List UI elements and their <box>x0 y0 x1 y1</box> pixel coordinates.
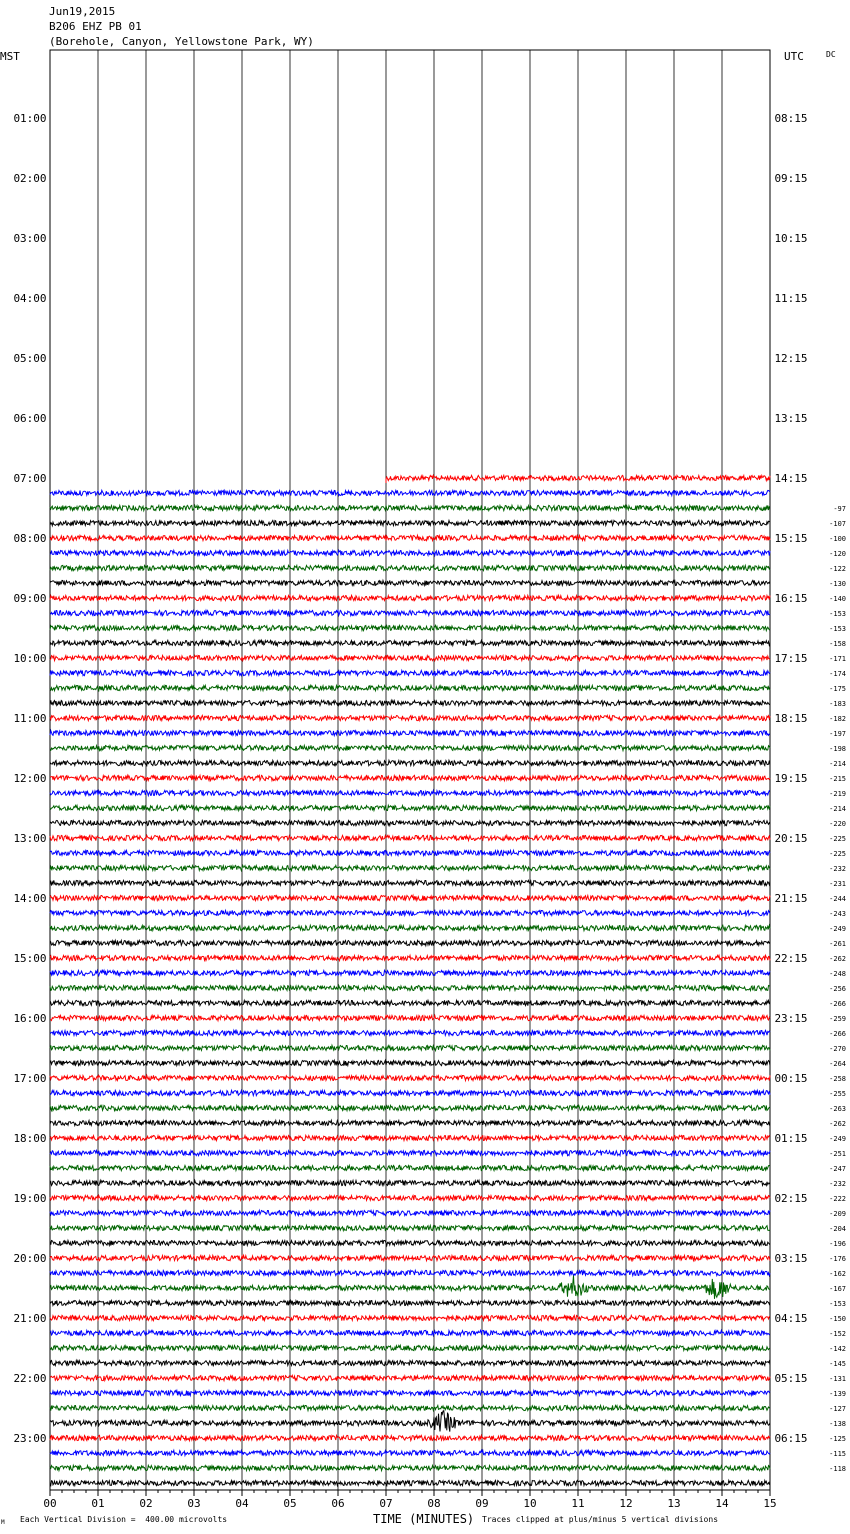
dc-offset-label: -120 <box>829 550 846 558</box>
utc-hour-label: 02:15 <box>774 1192 808 1205</box>
dc-offset-label: -249 <box>829 925 846 933</box>
dc-offset-label: -176 <box>829 1255 846 1263</box>
dc-offset-label: -270 <box>829 1045 846 1053</box>
trace-row-36 <box>50 595 770 600</box>
trace-row-75 <box>50 1180 770 1185</box>
trace-row-32 <box>50 535 770 540</box>
trace-row-71 <box>50 1120 770 1125</box>
utc-hour-label: 04:15 <box>774 1312 808 1325</box>
dc-offset-label: -153 <box>829 610 846 618</box>
x-tick-label: 07 <box>379 1497 393 1510</box>
trace-row-51 <box>50 820 770 825</box>
trace-row-60 <box>50 955 770 960</box>
mst-hour-label: 01:00 <box>13 112 47 125</box>
x-tick-label: 14 <box>715 1497 729 1510</box>
trace-row-74 <box>50 1165 770 1170</box>
trace-row-82 <box>50 1276 770 1299</box>
utc-hour-label: 10:15 <box>774 232 808 245</box>
dc-offset-label: -215 <box>829 775 846 783</box>
trace-row-61 <box>50 970 770 975</box>
utc-axis-label: UTC <box>784 50 804 63</box>
dc-offset-label: -219 <box>829 790 846 798</box>
dc-offset-label: -150 <box>829 1315 846 1323</box>
dc-offset-label: -100 <box>829 535 846 543</box>
trace-row-89 <box>50 1390 770 1395</box>
trace-row-65 <box>50 1030 770 1035</box>
trace-row-41 <box>50 670 770 675</box>
dc-offset-label: -139 <box>829 1390 846 1398</box>
location-label: (Borehole, Canyon, Yellowstone Park, WY) <box>49 35 314 48</box>
dc-offset-label: -266 <box>829 1030 846 1038</box>
mst-hour-label: 06:00 <box>13 412 47 425</box>
mst-hour-label: 11:00 <box>13 712 47 725</box>
trace-row-31 <box>50 520 770 525</box>
mst-hour-label: 23:00 <box>13 1432 47 1445</box>
x-tick-label: 00 <box>43 1497 57 1510</box>
mst-hour-label: 20:00 <box>13 1252 47 1265</box>
trace-row-38 <box>50 625 770 630</box>
trace-row-48 <box>50 775 770 780</box>
trace-row-83 <box>50 1300 770 1305</box>
trace-row-68 <box>50 1075 770 1080</box>
dc-offset-label: -204 <box>829 1225 846 1233</box>
dc-offset-label: -142 <box>829 1345 846 1353</box>
dc-offset-label: -248 <box>829 970 846 978</box>
trace-row-52 <box>50 835 770 840</box>
dc-offset-label: -138 <box>829 1420 846 1428</box>
trace-row-88 <box>50 1375 770 1380</box>
utc-hour-label: 12:15 <box>774 352 808 365</box>
trace-row-54 <box>50 865 770 870</box>
dc-offset-label: -145 <box>829 1360 846 1368</box>
trace-row-76 <box>50 1195 770 1200</box>
dc-offset-label: -249 <box>829 1135 846 1143</box>
utc-hour-label: 17:15 <box>774 652 808 665</box>
utc-hour-label: 05:15 <box>774 1372 808 1385</box>
mst-hour-label: 18:00 <box>13 1132 47 1145</box>
dc-offset-label: -107 <box>829 520 846 528</box>
trace-row-55 <box>50 880 770 885</box>
utc-hour-label: 15:15 <box>774 532 808 545</box>
trace-row-72 <box>50 1135 770 1140</box>
dc-offset-label: -118 <box>829 1465 846 1473</box>
dc-offset-label: -264 <box>829 1060 846 1068</box>
dc-offset-label: -225 <box>829 835 846 843</box>
dc-offset-label: -130 <box>829 580 846 588</box>
x-tick-label: 05 <box>283 1497 297 1510</box>
mst-axis-label: MST <box>0 50 20 63</box>
mst-hour-label: 04:00 <box>13 292 47 305</box>
trace-row-45 <box>50 730 770 735</box>
utc-hour-label: 06:15 <box>774 1432 808 1445</box>
dc-offset-label: -259 <box>829 1015 846 1023</box>
trace-row-29 <box>50 490 770 495</box>
x-tick-label: 11 <box>571 1497 585 1510</box>
utc-hour-label: 01:15 <box>774 1132 808 1145</box>
utc-hour-label: 11:15 <box>774 292 808 305</box>
dc-offset-label: -174 <box>829 670 846 678</box>
dc-offset-label: -152 <box>829 1330 846 1338</box>
x-tick-label: 12 <box>619 1497 633 1510</box>
trace-row-80 <box>50 1255 770 1260</box>
trace-row-81 <box>50 1270 770 1275</box>
dc-offset-label: -266 <box>829 1000 846 1008</box>
dc-label: DC <box>826 50 836 59</box>
trace-row-34 <box>50 565 770 570</box>
dc-offset-label: -258 <box>829 1075 846 1083</box>
utc-hour-label: 18:15 <box>774 712 808 725</box>
dc-offset-label: -167 <box>829 1285 846 1293</box>
utc-hour-label: 19:15 <box>774 772 808 785</box>
mst-hour-label: 13:00 <box>13 832 47 845</box>
dc-offset-label: -232 <box>829 1180 846 1188</box>
dc-offset-label: -214 <box>829 805 846 813</box>
trace-row-87 <box>50 1360 770 1365</box>
clip-note: Traces clipped at plus/minus 5 vertical divisions <box>482 1515 719 1524</box>
trace-row-79 <box>50 1240 770 1245</box>
trace-row-93 <box>50 1450 770 1455</box>
trace-row-69 <box>50 1090 770 1095</box>
mst-hour-label: 10:00 <box>13 652 47 665</box>
dc-offset-label: -131 <box>829 1375 846 1383</box>
dc-offset-label: -209 <box>829 1210 846 1218</box>
dc-offset-label: -231 <box>829 880 846 888</box>
mst-hour-label: 22:00 <box>13 1372 47 1385</box>
trace-row-43 <box>50 700 770 705</box>
dc-offset-label: -196 <box>829 1240 846 1248</box>
mst-hour-label: 21:00 <box>13 1312 47 1325</box>
dc-offset-label: -222 <box>829 1195 846 1203</box>
mst-hour-label: 17:00 <box>13 1072 47 1085</box>
dc-offset-label: -251 <box>829 1150 846 1158</box>
dc-offset-label: -244 <box>829 895 846 903</box>
dc-offset-label: -220 <box>829 820 846 828</box>
mst-hour-label: 08:00 <box>13 532 47 545</box>
trace-row-95 <box>50 1480 770 1485</box>
dc-offset-label: -261 <box>829 940 846 948</box>
dc-offset-label: -153 <box>829 1300 846 1308</box>
dc-offset-label: -171 <box>829 655 846 663</box>
trace-row-57 <box>50 910 770 915</box>
utc-hour-label: 13:15 <box>774 412 808 425</box>
trace-row-84 <box>50 1315 770 1320</box>
dc-offset-label: -198 <box>829 745 846 753</box>
trace-row-40 <box>50 655 770 660</box>
trace-row-92 <box>50 1435 770 1440</box>
trace-row-62 <box>50 985 770 990</box>
dc-offset-label: -122 <box>829 565 846 573</box>
station-label: B206 EHZ PB 01 <box>49 20 142 33</box>
trace-row-53 <box>50 850 770 855</box>
mst-hour-label: 02:00 <box>13 172 47 185</box>
x-tick-label: 02 <box>139 1497 153 1510</box>
dc-offset-label: -153 <box>829 625 846 633</box>
trace-row-39 <box>50 640 770 645</box>
x-tick-label: 03 <box>187 1497 201 1510</box>
trace-row-47 <box>50 760 770 765</box>
dc-offset-label: -140 <box>829 595 846 603</box>
utc-hour-label: 08:15 <box>774 112 808 125</box>
trace-row-86 <box>50 1345 770 1350</box>
dc-offset-label: -243 <box>829 910 846 918</box>
trace-row-70 <box>50 1105 770 1110</box>
utc-hour-label: 09:15 <box>774 172 808 185</box>
dc-offset-label: -263 <box>829 1105 846 1113</box>
x-tick-label: 04 <box>235 1497 249 1510</box>
trace-row-49 <box>50 790 770 795</box>
mst-hour-label: 12:00 <box>13 772 47 785</box>
trace-row-63 <box>50 1000 770 1005</box>
trace-row-58 <box>50 925 770 930</box>
trace-row-46 <box>50 745 770 750</box>
x-axis-title: TIME (MINUTES) <box>373 1512 475 1526</box>
dc-offset-label: -232 <box>829 865 846 873</box>
dc-offset-label: -255 <box>829 1090 846 1098</box>
dc-offset-label: -182 <box>829 715 846 723</box>
corner-mark: M <box>1 1519 5 1526</box>
mst-hour-label: 19:00 <box>13 1192 47 1205</box>
dc-offset-label: -127 <box>829 1405 846 1413</box>
trace-row-85 <box>50 1330 770 1335</box>
mst-hour-label: 05:00 <box>13 352 47 365</box>
utc-hour-label: 00:15 <box>774 1072 808 1085</box>
mst-hour-label: 09:00 <box>13 592 47 605</box>
mst-hour-label: 14:00 <box>13 892 47 905</box>
trace-row-44 <box>50 715 770 720</box>
utc-hour-label: 22:15 <box>774 952 808 965</box>
utc-hour-label: 03:15 <box>774 1252 808 1265</box>
x-tick-label: 08 <box>427 1497 441 1510</box>
trace-row-33 <box>50 550 770 555</box>
dc-offset-label: -97 <box>833 505 846 513</box>
x-tick-label: 01 <box>91 1497 105 1510</box>
dc-offset-label: -115 <box>829 1450 846 1458</box>
dc-offset-label: -225 <box>829 850 846 858</box>
trace-row-35 <box>50 580 770 585</box>
x-tick-label: 09 <box>475 1497 489 1510</box>
dc-offset-label: -158 <box>829 640 846 648</box>
mst-hour-label: 16:00 <box>13 1012 47 1025</box>
trace-row-78 <box>50 1225 770 1230</box>
dc-offset-label: -214 <box>829 760 846 768</box>
mst-hour-label: 03:00 <box>13 232 47 245</box>
dc-offset-label: -162 <box>829 1270 846 1278</box>
utc-hour-label: 16:15 <box>774 592 808 605</box>
utc-hour-label: 23:15 <box>774 1012 808 1025</box>
trace-row-37 <box>50 610 770 615</box>
dc-offset-label: -262 <box>829 1120 846 1128</box>
utc-hour-label: 20:15 <box>774 832 808 845</box>
trace-row-67 <box>50 1060 770 1065</box>
trace-row-64 <box>50 1015 770 1020</box>
trace-row-59 <box>50 940 770 945</box>
dc-offset-label: -175 <box>829 685 846 693</box>
trace-row-66 <box>50 1045 770 1050</box>
date-label: Jun19,2015 <box>49 5 116 18</box>
trace-row-30 <box>50 505 770 510</box>
x-tick-label: 15 <box>763 1497 777 1510</box>
dc-offset-label: -247 <box>829 1165 846 1173</box>
utc-hour-label: 21:15 <box>774 892 808 905</box>
scale-note: Each Vertical Division = 400.00 microvolts <box>20 1515 228 1524</box>
trace-row-90 <box>50 1405 770 1410</box>
dc-offset-label: -183 <box>829 700 846 708</box>
trace-row-50 <box>50 805 770 810</box>
mst-hour-label: 07:00 <box>13 472 47 485</box>
mst-hour-label: 15:00 <box>13 952 47 965</box>
utc-hour-label: 14:15 <box>774 472 808 485</box>
trace-row-77 <box>50 1210 770 1215</box>
trace-row-91 <box>50 1411 770 1432</box>
x-tick-label: 06 <box>331 1497 345 1510</box>
trace-row-94 <box>50 1465 770 1470</box>
trace-row-42 <box>50 685 770 690</box>
trace-row-73 <box>50 1150 770 1155</box>
dc-offset-label: -262 <box>829 955 846 963</box>
dc-offset-label: -256 <box>829 985 846 993</box>
x-tick-label: 10 <box>523 1497 537 1510</box>
x-tick-label: 13 <box>667 1497 681 1510</box>
trace-row-56 <box>50 895 770 900</box>
dc-offset-label: -125 <box>829 1435 846 1443</box>
dc-offset-label: -197 <box>829 730 846 738</box>
